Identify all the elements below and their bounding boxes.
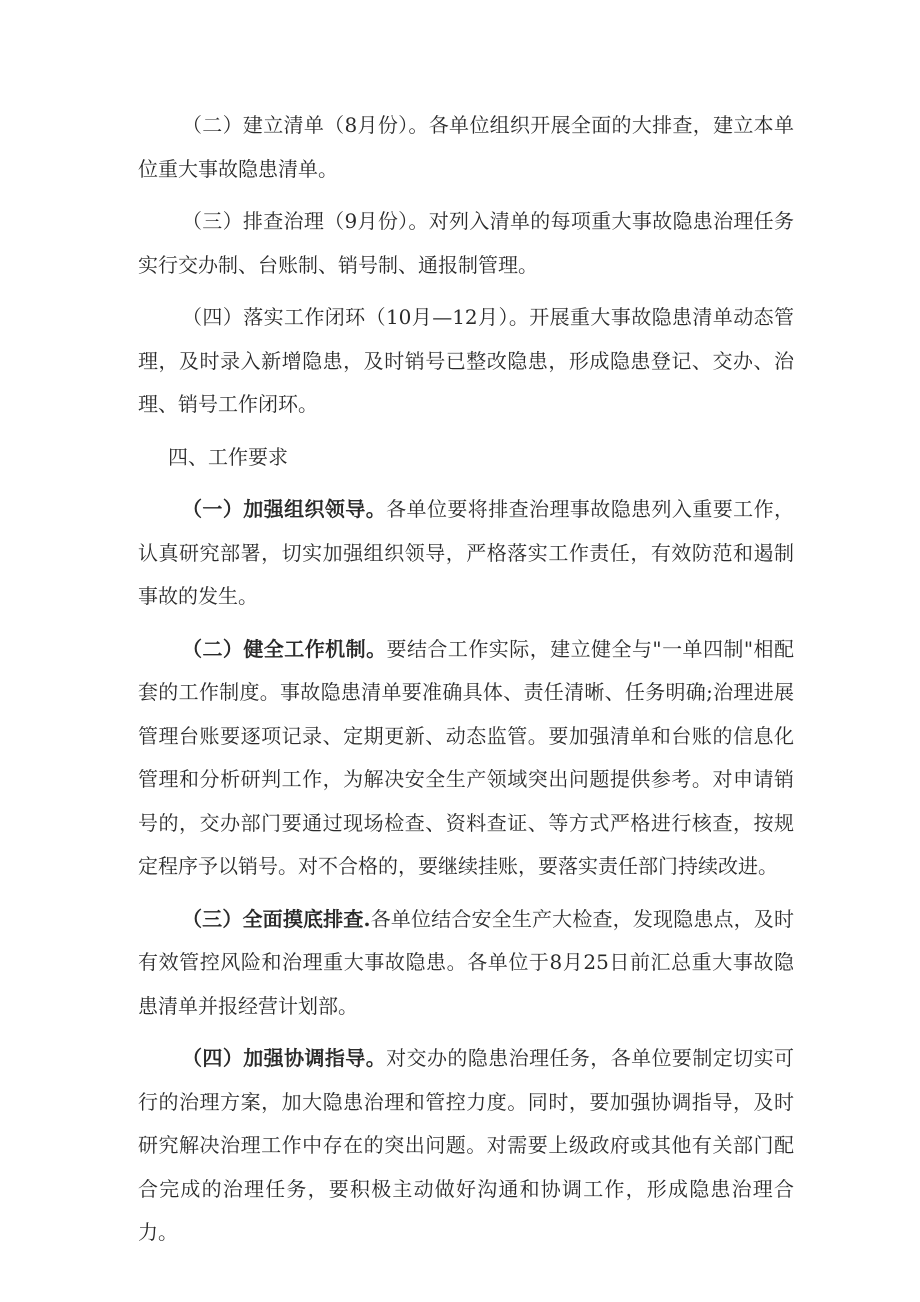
- document-body: [138, 104, 794, 1264]
- requirement-3: [138, 898, 794, 1029]
- requirement-lead: （四）加强协调指导。: [182, 1046, 387, 1070]
- requirement-text: 要结合工作实际，建立健全与"一单四制"相配套的工作制度。事故隐患清单要准确具体、责任清晰、任务明确;治理进展管理台账要逐项记录、定期更新、动态监管。要加强清单和台账的信息化管理和分析研判工作，为解决安全生产领域突出问题提供参考。对申请销号的，交办部门要通过现场检查、资料查证、等方式严格进行核查，按规定程序予以销号。对不合格的，要继续挂账，要落实责任部门持续改进。: [138, 636, 794, 878]
- section-heading: 四、工作要求: [168, 444, 288, 469]
- paragraph-text: （四）落实工作闭环（10月—12月）。开展重大事故隐患清单动态管理，及时录入新增隐患，及时销号已整改隐患，形成隐患登记、交办、治理、销号工作闭环。: [138, 305, 794, 416]
- paragraph-stage-3: [138, 200, 794, 287]
- paragraph-stage-2: [138, 104, 794, 191]
- requirement-text: 各单位结合安全生产大检查，发现隐患点，及时有效管控风险和治理重大事故隐患。各单位于8月25日前汇总重大事故隐患清单并报经营计划部。: [138, 906, 795, 1018]
- requirement-lead: （一）加强组织领导。: [182, 497, 387, 521]
- requirement-2: [138, 628, 794, 889]
- requirement-text: 对交办的隐患治理任务，各单位要制定切实可行的治理方案，加大隐患治理和管控力度。同时，要加强协调指导，及时研究解决治理工作中存在的突出问题。对需要上级政府或其他有关部门配合完成的治理任务，要积极主动做好沟通和协调工作，形成隐患治理合力。: [138, 1046, 795, 1244]
- paragraph-text: （二）建立清单（8月份）。各单位组织开展全面的大排查，建立本单位重大事故隐患清单。: [138, 113, 794, 181]
- paragraph-stage-4: [138, 296, 794, 427]
- requirement-1: [138, 488, 794, 619]
- requirement-lead: （二）健全工作机制。: [182, 636, 387, 661]
- paragraph-text: （三）排查治理（9月份）。对列入清单的每项重大事故隐患治理任务实行交办制、台账制、销号制、通报制管理。: [138, 209, 794, 277]
- requirement-4: [138, 1037, 794, 1255]
- requirement-lead: （三）全面摸底排查.: [182, 906, 371, 931]
- requirement-text: 各单位要将排查治理事故隐患列入重要工作，认真研究部署，切实加强组织领导，严格落实工作责任，有效防范和遏制事故的发生。: [138, 497, 795, 608]
